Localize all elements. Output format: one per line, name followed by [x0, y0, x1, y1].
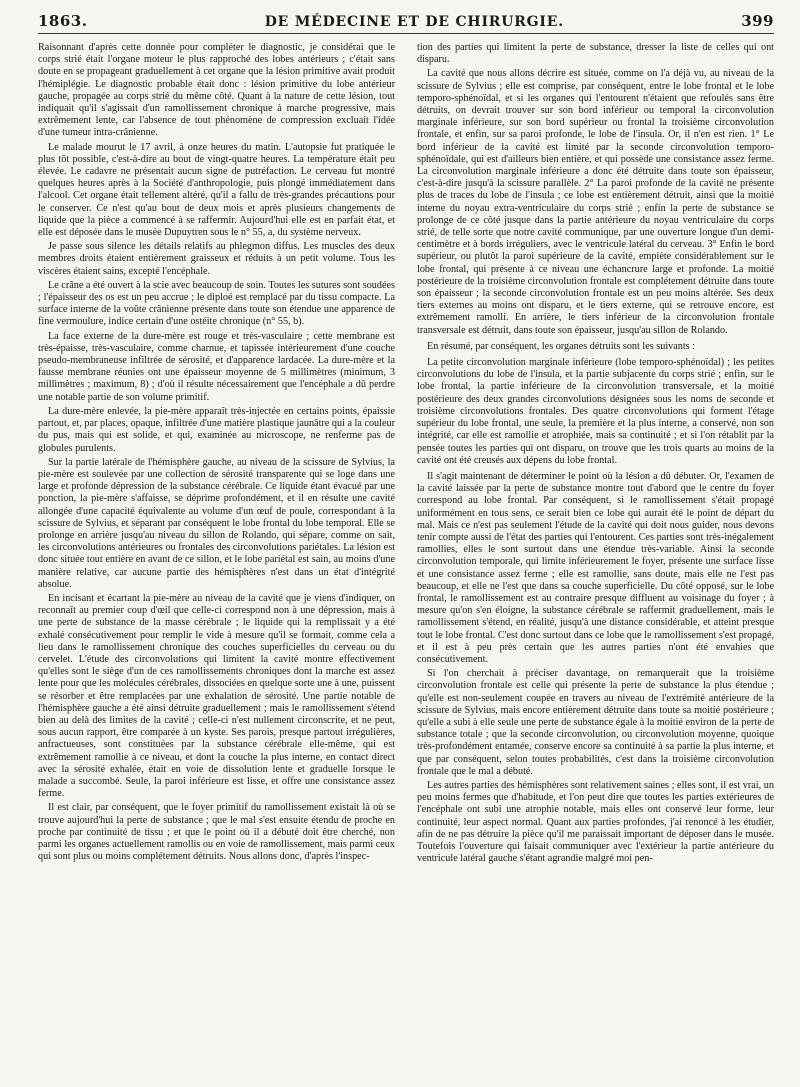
paragraph: Le malade mourut le 17 avril, à onze heures du matin. L'autopsie fut pratiquée le plus tôt possible, c'est-à-dire au bout de vingt-quatre heures. La température était peu élevée. Le cadavre ne présentait aucun signe de putréfaction. Le cerveau fut montré quelques heures après à la Société d'anthropologie, puis plongé immédiatement dans l'alcool. Cet organe était tellement altéré, qu'il a fallu de très-grandes précautions pour le conserver. Ce n'est qu'au bout de deux mois et après plusieurs changements de liquide que la pièce a commencé à se raffermir. Aujourd'hui elle est en parfait état, et elle est déposée dans le musée Dupuytren sous le n° 55, a, du système nerveux.	[38, 141, 395, 239]
paragraph: La dure-mère enlevée, la pie-mère apparaît très-injectée en certains points, épaissie partout, et, par places, opaque, infiltrée d'une matière plastique jaunâtre qui a la couleur du pus, mais qui est solide, et qui, examinée au microscope, ne renferme pas de globules purulents.	[38, 405, 395, 454]
paragraph: Sur la partie latérale de l'hémisphère gauche, au niveau de la scissure de Sylvius, la pie-mère est soulevée par une collection de sérosité transparente qui se loge dans une large et profonde dépression de la substance cérébrale. Ce liquide étant évacué par une ponction, la pie-mère s'affaisse, se déprime profondément, et il en résulte une cavité allongée d'une capacité équivalente au volume d'un œuf de poule, correspondant à la scissure de Sylvius, et séparant par conséquent le lobe frontal du lobe temporal. Elle se prolonge en arrière jusqu'au niveau du sillon de Rolando, qui sépare, comme on sait, les circonvolutions antérieures ou frontales des circonvolutions pariétales. La lésion est donc située tout entière en avant de ce sillon, et le lobe pariétal est sain, au moins d'une manière relative, car aucune partie des hémisphères n'est dans un état d'intégrité absolue.	[38, 456, 395, 590]
paragraph: La petite circonvolution marginale inférieure (lobe temporo-sphénoïdal) ; les petites circonvolutions du lobe de l'insula, et la partie subjacente du corps strié ; enfin, sur le lobe frontal, la partie inférieure de la circonvolution transversale, et la moitié postérieure des deux grandes circonvolutions désignées sous les noms de seconde et troisième circonvolutions frontales. Des quatre circonvolutions qui forment l'étage supérieur du lobe frontal, une seule, la première et la plus interne, a conservé, non son intégrité, car elle est ramollie et atrophiée, mais sa continuité ; et si l'on rétablit par la pensée toutes les parties qui ont disparu, on trouve que les trois quarts au moins de la cavité ont été creusés aux dépens du lobe frontal.	[417, 357, 774, 466]
running-header	[38, 12, 774, 34]
page-number: 399	[741, 12, 774, 30]
left-column	[38, 42, 395, 1082]
paragraph: Le crâne a été ouvert à la scie avec beaucoup de soin. Toutes les sutures sont soudées ; l'épaisseur des os est un peu accrue ; le diploé est remplacé par du tissu compacte. La surface interne de la voûte crânienne présente dans toute son étendue une apparence de fine vermoulure, indice certain d'une ostéite chronique (n° 55, b).	[38, 279, 395, 328]
paragraph: Je passe sous silence les détails relatifs au phlegmon diffus. Les muscles des deux membres droits étaient entièrement graisseux et réduits à un petit volume. Tous les viscères étaient sains, excepté l'encéphale.	[38, 241, 395, 277]
paragraph: Raisonnant d'après cette donnée pour compléter le diagnostic, je considérai que le corps strié était l'organe moteur le plus rapproché des lobes antérieurs ; c'était sans doute en se propageant graduellement à cet organe que la lésion primitive avait produit l'hémiplégie. Le diagnostic probable était donc : lésion primitive du lobe antérieur gauche, propagée au corps strié du même côté. Quant à la nature de cette lésion, tout indiquait qu'il s'agissait d'un ramollissement chronique à marche progressive, mais extrêmement lente, car l'absence de tout phénomène de compression excluait l'idée d'une tumeur intra-crânienne.	[38, 42, 395, 139]
paragraph: Les autres parties des hémisphères sont relativement saines ; elles sont, il est vrai, un peu moins fermes que d'habitude, et l'on peut dire que toutes les parties extérieures de l'encéphale ont subi une atrophie notable, mais elles ont conservé leur forme, leur continuité, leur aspect normal. Quant aux parties profondes, j'ai renoncé à les étudier, afin de ne pas détruire la pièce qu'il me paraissait important de déposer dans le musée. Toutefois l'ouverture qui faisait communiquer avec l'extérieur la partie antérieure du ventricule latéral gauche s'étant agrandie malgré moi pen-	[417, 779, 774, 865]
text-columns	[38, 42, 774, 1082]
paragraph: La face externe de la dure-mère est rouge et très-vasculaire ; cette membrane est très-épaisse, très-vasculaire, comme charnue, et tapissée intérieurement d'une couche pseudo-membraneuse infiltrée de sérosité, et d'apparence lardacée. La dure-mère et la fausse membrane réunies ont une épaisseur moyenne de 5 millimètres (minimum, 3 millimètres ; maximum, 8) ; d'où il résulte nécessairement que l'encéphale a dû perdre une notable partie de son volume primitif.	[38, 330, 395, 403]
right-column	[417, 42, 774, 1082]
paragraph: En incisant et écartant la pie-mère au niveau de la cavité que je viens d'indiquer, on reconnaît au premier coup d'œil que celle-ci correspond non à une dépression, mais à une perte de substance de la masse cérébrale ; le liquide qui la remplissait y a été exhalé consécutivement pour remplir le vide à mesure qu'il se formait, comme cela a lieu dans le ramollissement chronique des couches superficielles du cerveau ou du cervelet. L'étude des circonvolutions qui limitent la cavité montre effectivement qu'elles sont le siège d'un de ces ramollissements chroniques dont la marche est assez lente pour que les molécules cérébrales, dissociées en quelque sorte une à une, puissent se résorber et être remplacées par une exhalation de sérosité. Une partie notable de l'hémisphère gauche a été ainsi détruite graduellement ; mais le ramollissement s'étend bien au delà des limites de la cavité ; celle-ci n'est nullement circonscrite, et ne peut, sous aucun rapport, être comparée à un kyste. Ses parois, presque partout irrégulières, anfractueuses, sont constituées par la substance cérébrale elle-même, qui est extrêmement ramollie à ce niveau, et dont la couche la plus interne, en contact direct avec la sérosité exhalée, était en voie de dissolution lente et graduelle lorsque le malade a succombé. Seule, la paroi inférieure est lisse, et offre une consistance assez ferme.	[38, 592, 395, 800]
paragraph: La cavité que nous allons décrire est située, comme on l'a déjà vu, au niveau de la scissure de Sylvius ; elle est comprise, par conséquent, entre le lobe frontal et le lobe temporo-sphénoïdal, et si les organes qui l'entourent n'étaient que refoulés sans être détruits, on devrait trouver sur son bord inférieur ou temporal la circonvolution marginale inférieure, sur son bord supérieur ou frontal la troisième circonvolution frontale, et enfin, sur sa paroi profonde, le lobe de l'insula. Or, il n'en est rien. 1° Le bord inférieur de la cavité est limité par la seconde circonvolution temporo-sphénoïdale, qui est d'ailleurs bien entière, et qui possède une consistance assez ferme. La circonvolution marginale inférieure a donc été détruite dans toute son épaisseur, c'est-à-dire jusqu'à la scissure parallèle. 2° La paroi profonde de la cavité ne présente plus de traces du lobe de l'insula ; ce lobe est entièrement détruit, ainsi que la moitié interne du noyau extra-ventriculaire du corps strié ; enfin la perte de substance se prolonge de ce côté jusque dans la partie antérieure du noyau ventriculaire du corps strié, de telle sorte que notre cavité communique, par une ouverture longue d'un demi-centimètre et à bords irréguliers, avec le ventricule latéral du cerveau. 3° Enfin le bord supérieur, ou plutôt la paroi supérieure de la cavité, empiète considérablement sur le lobe frontal, qui présente à ce niveau une échancrure large et profonde. La moitié postérieure de la troisième circonvolution frontale est complétement détruite dans toute son épaisseur ; la seconde circonvolution frontale est un peu moins altérée. Ses deux tiers externes au moins ont disparu, et le tiers externe, qui se retrouve encore, est extrêmement ramolli. En arrière, le tiers inférieur de la circonvolution frontale transversale est détruit, dans toute son épaisseur, jusqu'au sillon de Rolando.	[417, 68, 774, 336]
header-title: DE MÉDECINE ET DE CHIRURGIE.	[264, 14, 564, 30]
paragraph: Il s'agit maintenant de déterminer le point où la lésion a dû débuter. Or, l'examen de la cavité laissée par la perte de substance montre tout d'abord que le centre du foyer correspond au lobe frontal. Par conséquent, si le ramollissement s'était propagé uniformément en tous sens, ce serait bien ce lobe qui aurait été le point de départ du mal. Mais ce n'est pas seulement l'étude de la cavité qui doit nous guider, nous devons tenir compte aussi de l'état des parties qui l'entourent. Ces parties sont très-inégalement ramollies, elles le sont surtout dans une étendue très-variable. Ainsi la seconde circonvolution temporale, qui limite inférieurement le foyer, présente une surface lisse et une consistance assez ferme ; elle est ramollie, sans doute, mais elle ne l'est pas beaucoup, et elle ne l'est que dans sa couche superficielle. Du côté opposé, sur le lobe frontal, le ramollissement est au contraire presque diffluent au voisinage du foyer ; à mesure qu'on s'en éloigne, la substance cérébrale se raffermit graduellement, mais le ramollissement s'étend, en réalité, jusqu'à une distance considérable, et atteint presque tout le lobe frontal. C'est donc surtout dans ce lobe que le ramollissement s'est propagé, et il est à peu près certain que les autres parties n'ont été envahies que consécutivement.	[417, 470, 774, 665]
paragraph: tion des parties qui limitent la perte de substance, dresser la liste de celles qui ont disparu.	[417, 42, 774, 66]
header-year: 1863.	[38, 12, 88, 30]
paragraph: En résumé, par conséquent, les organes détruits sont les suivants :	[427, 340, 696, 352]
paragraph: Il est clair, par conséquent, que le foyer primitif du ramollissement existait là où se trouve aujourd'hui la perte de substance ; que le mal s'est ensuite étendu de proche en proche par continuité de tissu ; et que le point où il a débuté doit être cherché, non parmi les organes actuellement ramollis ou en voie de ramollissement, mais parmi ceux qui sont plus ou moins complétement détruits. Nous allons donc, d'après l'inspec-	[38, 802, 395, 863]
paragraph: Si l'on cherchait à préciser davantage, on remarquerait que la troisième circonvolution frontale est celle qui présente la perte de substance la plus étendue ; qu'elle est non-seulement coupée en travers au niveau de l'extrémité antérieure de la scissure de Sylvius, mais encore entièrement détruite dans toute sa moitié postérieure ; qu'elle a subi à elle seule une perte de substance égale à la moitié environ de la perte de substance totale ; que la seconde circonvolution, ou circonvolution moyenne, quoique très-profondément entamée, conserve encore sa continuité à sa partie la plus interne, et que par conséquent, selon toutes probabilités, c'est dans la troisième circonvolution frontale que le mal a débuté.	[417, 668, 774, 777]
